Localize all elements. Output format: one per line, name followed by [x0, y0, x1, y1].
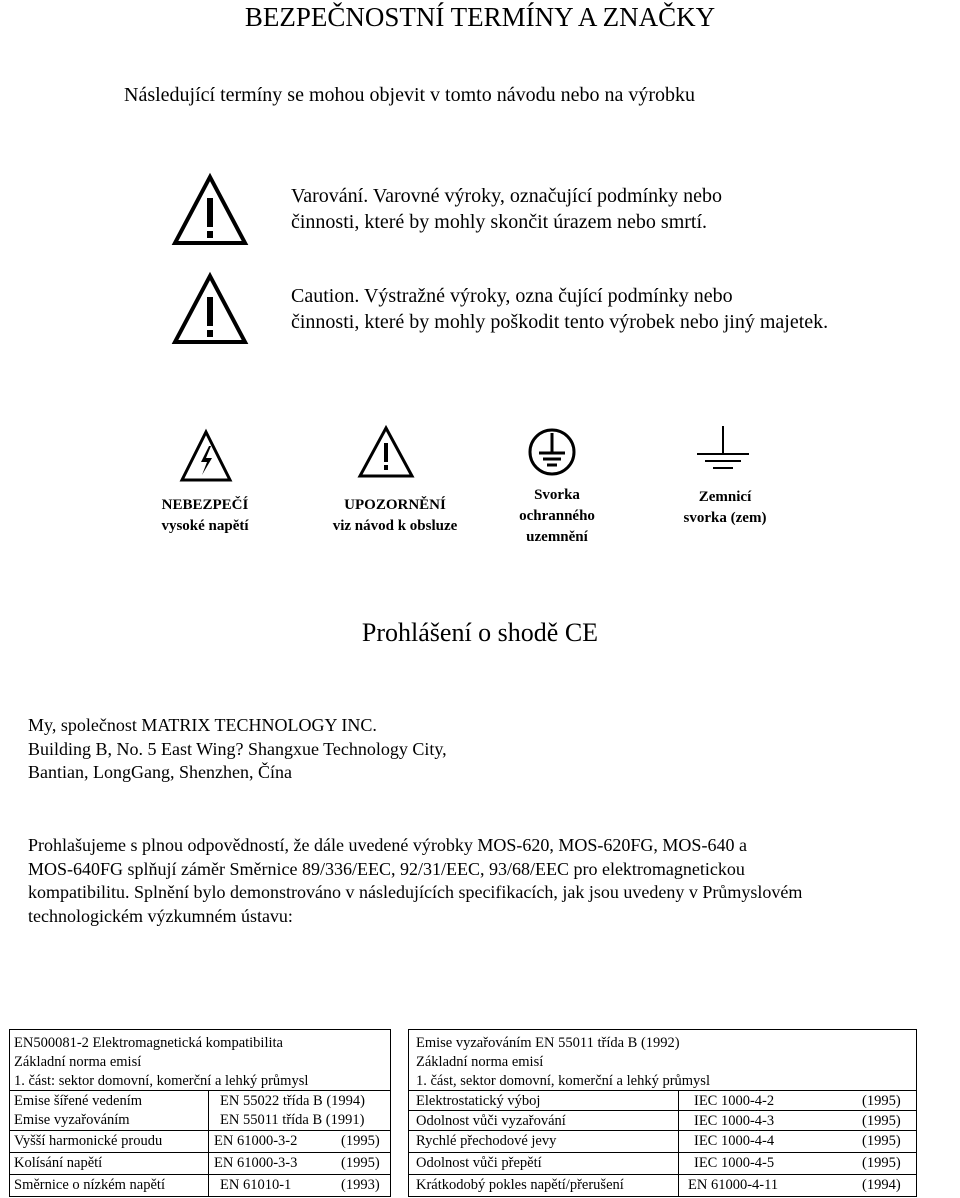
caution-icon	[358, 426, 414, 478]
table-left-header-line: Základní norma emisí	[14, 1054, 142, 1070]
table-row-name: Směrnice o nízkém napětí	[14, 1177, 165, 1193]
table-row-norm: EN 61000-4-11	[688, 1177, 779, 1193]
symbol-label-danger: NEBEZPEČÍ vysoké napětí	[161, 497, 249, 534]
high-voltage-icon	[180, 430, 232, 482]
table-row-norm: EN 61000-3-3	[214, 1155, 298, 1171]
table-row-name: Emise šířené vedením	[14, 1093, 143, 1109]
declaration-text: Prohlašujeme s plnou odpovědností, že dále uvedené výrobky MOS-620, MOS-620FG, MOS-640 a MOS-640FG splňují záměr Směrnice 89/336/EEC, 92/31/EEC, 93/68/EEC pro elektromagnetickou kompatibilitu. Splnění bylo demonstrováno v následujících specifikacích, jak jsou uvedeny v Průmyslovém technologickém výzkumném ústavu:	[28, 835, 803, 926]
warning-text: Varování. Varovné výroky, označující podmínky nebo činnosti, které by mohly skončit úrazem nebo smrtí.	[291, 185, 723, 233]
page-subtitle: Následující termíny se mohou objevit v tomto návodu nebo na výrobku	[124, 84, 696, 106]
protective-ground-icon	[527, 427, 577, 477]
table-right-header-line: Základní norma emisí	[416, 1054, 544, 1070]
table-row-year: (1995)	[341, 1155, 380, 1171]
page-title: BEZPEČNOSTNÍ TERMÍNY A ZNAČKY	[244, 2, 716, 32]
table-row-name: Odolnost vůči přepětí	[416, 1155, 542, 1171]
symbol-label-protective-ground: Svorka ochranného uzemnění	[519, 487, 595, 545]
table-row-norm: EN 55011 třída B (1991)	[220, 1112, 365, 1128]
table-row-year: (1995)	[862, 1113, 901, 1129]
table-row-name: Vyšší harmonické proudu	[14, 1133, 163, 1149]
ce-declaration-title: Prohlášení o shodě CE	[361, 618, 599, 647]
caution-triangle-icon	[172, 273, 248, 345]
table-row-name: Odolnost vůči vyzařování	[416, 1113, 566, 1129]
table-row-name: Kolísání napětí	[14, 1155, 103, 1171]
symbol-label-earth-ground: Zemnicí svorka (zem)	[683, 489, 767, 526]
table-row-year: (1993)	[341, 1177, 380, 1193]
table-row-name: Rychlé přechodové jevy	[416, 1133, 557, 1149]
table-row-year: (1995)	[862, 1093, 901, 1109]
table-row-norm: EN 55022 třída B (1994)	[220, 1093, 365, 1109]
table-row-norm: IEC 1000-4-4	[694, 1133, 775, 1149]
table-row-norm: EN 61000-3-2	[214, 1133, 298, 1149]
table-row-norm: IEC 1000-4-5	[694, 1155, 775, 1171]
table-row-year: (1995)	[862, 1133, 901, 1149]
table-left-header-line: EN500081-2 Elektromagnetická kompatibilita	[14, 1035, 283, 1051]
table-row-norm: IEC 1000-4-3	[694, 1113, 775, 1129]
company-address: My, společnost MATRIX TECHNOLOGY INC. Building B, No. 5 East Wing? Shangxue Technology City, Bantian, LongGang, Shenzhen, Čína	[28, 715, 447, 782]
table-row-norm: IEC 1000-4-2	[694, 1093, 775, 1109]
table-row-name: Elektrostatický výboj	[416, 1093, 541, 1109]
warning-triangle-icon	[172, 174, 248, 246]
table-left-header-line: 1. část: sektor domovní, komerční a lehký průmysl	[14, 1073, 309, 1089]
symbol-label-caution: UPOZORNĚNÍ viz návod k obsluze	[332, 497, 458, 534]
table-row-year: (1995)	[862, 1155, 901, 1171]
table-right-header-line: Emise vyzařováním EN 55011 třída B (1992)	[416, 1035, 680, 1051]
table-right-header-line: 1. část, sektor domovní, komerční a lehký průmysl	[416, 1073, 710, 1089]
table-row-name: Emise vyzařováním	[14, 1112, 130, 1128]
table-row-name: Krátkodobý pokles napětí/přerušení	[416, 1177, 624, 1193]
caution-text: Caution. Výstražné výroky, ozna čující podmínky nebo činnosti, které by mohly poškodit tento výrobek nebo jiný majetek.	[291, 285, 829, 333]
earth-ground-icon	[693, 424, 753, 474]
table-row-year: (1994)	[862, 1177, 901, 1193]
table-row-norm: EN 61010-1	[220, 1177, 292, 1193]
table-row-year: (1995)	[341, 1133, 380, 1149]
